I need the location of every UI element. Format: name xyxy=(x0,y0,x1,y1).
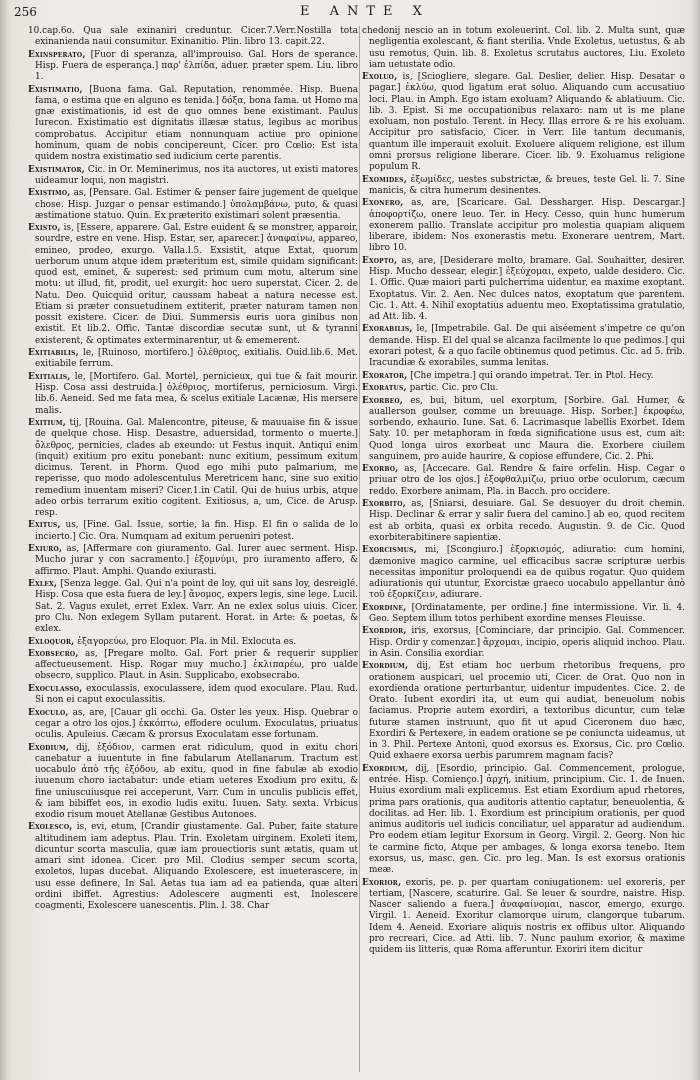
dictionary-entry xyxy=(362,764,685,877)
entry-text: tij, [Rouina. Gal. Malencontre, piteuse, & mauuaise fin & issue de quelque chose. Hisp. Desastre, aduersidad, tormento o muerte.] ὄλεθρος, pernicies, clades ab exeundo: ut Festus inquit. Antiqui enim (inquit) exitium pro exitu ponebant: nunc exitium, pessimum exitum dicimus. Terent. in Phorm. Quod ego mihi puto palmarium, me reperisse, quo modo adolescentulus Meretricem hanc, sine suo exitio remedium inuentam miseri? Cicer.1.in Catil. Qui de huius urbis, atque adeo orbis terrarum exitio cogitent. Exitiosus, a, um, Cice. de Arusp. resp. xyxy=(35,418,358,518)
entry-headword: Exordior, xyxy=(362,626,407,637)
entry-text: le, [Ruinoso, mortifero.] ὀλέθριος, exitialis. Ouid.lib.6. Met. exitiabile ferrum. xyxy=(35,348,358,370)
dictionary-entry xyxy=(362,626,685,660)
right-column xyxy=(362,26,685,1074)
entry-text: Cic. in Or. Meminerimus, nos ita auctores, ut existi matores uideamur loqui, non magistri. xyxy=(35,164,358,186)
dictionary-entry xyxy=(28,223,358,347)
entry-headword: Exoculasso, xyxy=(28,683,83,694)
dictionary-entry xyxy=(362,396,685,464)
entry-text: as, [Accecare. Gal. Rendre & faire orfelin. Hisp. Cegar o priuar otro de los ojos.] ἐξοφθαλμίζω, priuo orbe oculorum, cæcum reddo. Exorbere animam, Pla. in Bacch. pro occidere. xyxy=(369,464,685,497)
dictionary-entry xyxy=(28,743,358,822)
dictionary-entry xyxy=(28,85,358,164)
entry-text: iris, exorsus, [Cominciare, dar principio. Gal. Commencer. Hisp. Ordir y comenzar.] ἄρχομαι, incipio, operis aliquid inchoo. Plau. in Asin. Consilia exordiar. xyxy=(369,626,685,659)
dictionary-entry xyxy=(28,372,358,417)
dictionary-entry xyxy=(362,878,685,957)
entry-text: ἐξαγορεύω, pro Eloquor. Pla. in Mil. Exlocuta es. xyxy=(77,636,297,647)
dictionary-entry xyxy=(362,661,685,762)
entry-text: us, [Fine. Gal. Issue, sortie, la fin. Hisp. El fin o salida de lo incierto.] Cic. Ora. Numquam ad exitum perueniri potest. xyxy=(35,520,358,542)
dictionary-entry xyxy=(28,579,358,635)
entry-text: dij, Est etiam hoc uerbum rhetoribus frequens, pro orationem auspicari, uel procemio uti, Cicer. de Orat. Quo non in exordienda oratione perturbantur, uidentur impudentes. Cice. 2. de Orato. Iubent exordiri ita, ut eum qui audiat, beneuolum nobis faciamus. Proprie autem exordiri, a textoribus dicuntur, cum telæ futuræ stamen instruunt, quo fit ut apud Ciceronem duo hæc, Exordiri & Pertexere, in eadem oratione se pe coniuncta uideamus, ut in 3. Phil. Pertexe Antoni, quod exorsus es. Exorsus, Cic. pro Cœlio. Quid exhaere exorsa uerbis parumrem magnam facis? xyxy=(369,661,685,762)
entry-headword: Exlex, xyxy=(28,579,58,590)
running-head: E ANTE X xyxy=(300,4,430,19)
dictionary-entry xyxy=(28,418,358,519)
dictionary-entry xyxy=(362,198,685,254)
entry-text: chedonij nescio an in totum exoleuerint. Col. lib. 2. Multa sunt, quæ negligentia exolescant, & fiant sterilia. Vnde Exoletus, uetustus, & ab usu remotus, Quin. lib. 8. Exoletus scrutatus auctores, Liu. Exoleto iam uetustate odio. xyxy=(362,26,685,70)
entry-headword: Exonero, xyxy=(362,198,404,209)
page-fold-shadow-left xyxy=(0,0,10,1080)
entry-text: [Che impetra.] qui orando impetrat. Ter. in Ptol. Hecy. xyxy=(410,370,654,381)
entry-headword: Existo, xyxy=(28,223,61,234)
dictionary-entry xyxy=(362,499,685,544)
entry-text: is, evi, etum, [Crandir giustamente. Gal. Puber, faite stature altitudinem iam adeptus. Plau. Trin. Exoletam uirginem. Exoleti item, dicuntur scorta masculia, quæ iam prouectioris sunt ætatis, quam ut amari sint idonea. Cicer. pro Mil. Clodius semper secum scorta, exoletos, lupas ducebat. Aliquando Exolescere, est inueterascere, in usu esse definere, In Sal. Aetas tua iam ad ea patienda, quæ alteri ordini ibiffet. Agrestius: Adolescere augmenti est, Inolescere coagmenti, Exolescere uanescentis. Plin. l. 38. Char xyxy=(35,822,358,912)
dictionary-entry xyxy=(362,464,685,498)
entry-text: [Buona fama. Gal. Reputation, renommée. Hisp. Buena fama, o estima que en alguno es tenida.] δόξα, bona fama. ut Homo ma gnæ existimationis, id est de quo omnes bene existimant. Paulus Iurecon. Existimatio est dignitatis illæsæ status, legibus ac moribus comprobatus. Accipitur etiam nonnunquam actiue pro opinione hominum, quam de nobis concipereunt, Cicer. pro Cœlio: Est ista quidem nostra existimatio sed iudicium certe parentis. xyxy=(35,84,358,163)
entry-headword: Exoculo, xyxy=(28,707,69,718)
left-column xyxy=(28,26,358,1074)
dictionary-entry xyxy=(28,165,358,188)
dictionary-entry xyxy=(28,520,358,543)
entry-headword: Exitiabilis, xyxy=(28,348,79,359)
entry-text: exoris, pe. p. per quartam coniugationem: uel exoreris, per tertiam, [Nascere, scaturire. Gal. Se leuer & sourdre, naistre. Hisp. Nascer saliendo a fuera.] ἀναφαίνομαι, nascor, emergo, exurgo. Virgil. 1. Aeneid. Exoritur clamorque uirum, clangorque tubarum. Idem 4. Aeneid. Exoriare aliquis nostris ex offibus ultor. Aliquando pro recreari, Cice. ad Atti. lib. 7. Nunc paulum exorior, & maxime quidem iis litteris, quæ Roma afferuntur. Exoriri item dicitur xyxy=(369,877,685,955)
dictionary-entry xyxy=(28,637,358,648)
entry-text: dij, ἐξόδιον, carmen erat ridiculum, quod in exitu chori canebatur a iuuentute in fine fabularum Atellanarum. Tractum est uocabulo ἀπὸ τῆς ἐξόδου, ab exitu, quod in fine fabulæ ab exodio iuuenum choro iactabatur: unde etiam ueteres Exodium pro exitu, & fine uniuscuiusque rei acceperunt, Varr. Cum in unculis publicis effet, & iam bibiffet eos, in exodio ludis exitu. Iuuen. Saty. sexta. Vrbicus exodio risum mouet Atellanæ Gestibus Autonoes. xyxy=(35,742,358,820)
entry-headword: Exorator, xyxy=(362,370,408,381)
entry-text: ἐξωμίδες, uestes substrictæ, & breues, teste Gel. li. 7. Sine manicis, & citra humerum desinentes. xyxy=(369,174,685,196)
entry-headword: Exoluo, xyxy=(362,72,398,83)
entry-headword: Exomides, xyxy=(362,174,407,185)
page-header xyxy=(0,4,700,22)
dictionary-entry xyxy=(362,175,685,198)
entry-headword: Exiuro, xyxy=(28,544,63,555)
entry-text: exoculassis, exoculassere, idem quod exoculare. Plau. Rud. Si non ei caput exoculassitis. xyxy=(35,683,358,706)
entry-text: mi, [Scongiuro.] ἐξορκισμός, adiuratio: cum homini, dæmonive magico carmine, uel efficacibus sacræ scripturæ uerbis necessitas imponitur proloquendi ea de quibus rogatur. Quo quidem adiurationis qui utuntur, Exorcistæ graeco uocabulo appellantur ἀπὸ τοῦ ἐξορκίζειν, adiurare. xyxy=(369,545,685,601)
entry-headword: Existimatio, xyxy=(28,84,83,95)
entry-text: [Ordinatamente, per ordine.] fine intermissione. Vir. li. 4. Geo. Septem illum totos perhibent exordine menses Fleuisse. xyxy=(369,602,685,624)
entry-headword: Exorbeo, xyxy=(362,395,404,406)
dictionary-entry xyxy=(28,649,358,683)
entry-headword: Exloquor, xyxy=(28,636,75,647)
entry-headword: Exinsperato, xyxy=(28,49,86,60)
entry-headword: Exordine, xyxy=(362,602,407,613)
entry-headword: Existimo, xyxy=(28,188,71,199)
entry-headword: Exodium, xyxy=(28,742,70,753)
dictionary-entry xyxy=(28,50,358,84)
entry-text: es, bui, bitum, uel exorptum, [Sorbire. Gal. Humer, & auallerson goulser, comme un breuuage. Hisp. Sorber.] ἐκροφέω, sorbendo, exhaurio. Iune. Sat. 6. Lacrimasque labellis Exorbet. Idem Saty. 10. per metaphoram in fœda significatione usus est, cum ait: Quod longa uiros exorbeat unc Maura die. Exorbere ciuilem sanguinem, pro auide haurire, & copiose effundere, Cic. 2. Phi. xyxy=(369,395,685,462)
dictionary-entry xyxy=(362,324,685,369)
entry-text: as, [Affermare con giuramento. Gal. Iurer auec serment. Hisp. Mucho jurar y con sacramento.] ἐξομνύμι, pro iuramento affero, & affirmo. Plaut. Amphi. Quando exiurasti. xyxy=(35,544,358,577)
entry-headword: Exorior, xyxy=(362,877,402,888)
dictionary-entry xyxy=(28,684,358,707)
entry-headword: Exordium, xyxy=(362,763,409,774)
dictionary-entry xyxy=(362,383,685,394)
entry-text: le, [Impetrabile. Gal. De qui aiséement s'impetre ce qu'on demande. Hisp. El del qual se alcanza facilmente lo que pedimos.] qui exorari potest, & a quo facile obtinemus quod petimus. Cic. ad 5. frib. Iracundiæ & exorabiles, summa lenitas. xyxy=(369,324,685,369)
column-divider xyxy=(359,26,360,1072)
dictionary-entry xyxy=(362,72,685,173)
dictionary-entry xyxy=(362,26,685,71)
entry-text: le, [Mortifero. Gal. Mortel, pernicieux, qui tue & fait mourir. Hisp. Cosa assi destruida.] ὀλέθριος, mortiferus, perniciosum. Virgi. lib.6. Aeneid. Sed me fata mea, & scelus exitiale Lacænæ, His mersere malis. xyxy=(35,371,358,416)
dictionary-entry xyxy=(362,603,685,626)
entry-text: [Fuor di speranza, all'improuiso. Gal. Hors de sperance. Hisp. Fuera de esperança.] παρ' ἐλπίδα, aduer. præter spem. Liu. libro 1. xyxy=(35,49,358,83)
entry-text: as, are, [Cauar gli occhi. Ga. Oster les yeux. Hisp. Quebrar o cegar a otro los ojos.] ἐκκόπτω, effodere oculum. Exoculatus, priuatus oculis. Apuleius. Cæcam & prorsus Exoculatam esse fortunam. xyxy=(35,707,358,741)
dictionary-entry xyxy=(28,348,358,371)
entry-headword: Exobsecro, xyxy=(28,648,79,659)
entry-text: partic. Cic. pro Clu. xyxy=(409,383,499,394)
entry-text: as, [Pensare. Gal. Estimer & penser faire jugement de quelque chose. Hisp. Juzgar o pensar estimando.] ὑπολαμβάνω, puto, & quasi æstimatione statuo. Quin. Ex præterito existimari solent præsentia. xyxy=(35,188,358,221)
page-number: 256 xyxy=(14,5,37,19)
entry-headword: Existimator, xyxy=(28,164,85,175)
dictionary-entry xyxy=(28,188,358,222)
dictionary-entry xyxy=(28,708,358,742)
entry-text: dij, [Esordio, principio. Gal. Commencement, prologue, entrée. Hisp. Comienço.] ἀρχή, initium, principium. Cic. 1. de Inuen. Huius exordium mali explicemus. Est etiam Exordium apud rhetores, prima pars orationis, qua auditoris attentio captatur, beneuolentia, & docilitas. ad Her. lib. 1. Exordium est principium orationis, per quod animus auditoris uel iudicis conciliatur, uel apparatur ad audiendum. Pro eodem etiam legitur Exorsum in Georg. Virgil. 2. Georg. Non hic te carmine ficto, Atque per ambages, & longa exorsa tenebo. Item exorsus, us, masc. gen. Cic. pro leg. Man. Is est exorsus orationis meæ. xyxy=(369,763,685,876)
entry-text: is, [Essere, apparere. Gal. Estre euident & se monstrer, apparoir, sourdre, estre en vene. Hisp. Estar, ser, aparecer.] ἀναφαίνω, appareo, emineo, prodeo, exurgo. Valla.l.5. Exsistit, atque Extat, quorum uerborum unum atque idem præteritum est, simile quidam significant: quod est, eminet, & superest: sed primum cum motu, alterum sine motu: ut illud, fit, prodit, uel exurgit: hoc uero superstat. Cicer. 2. de Natu. Deo. Quicquid oritur, caussam habeat a natura necesse est. Etiam si præter consuetudinem extiterit, præter naturam tamen non possit existere. Cicer. de Diui. Summersis euris uora ginibus non existit. Et lib.2. Offic. Tantæ discordiæ secutæ sunt, ut & tyranni existerent, & optimates exterminarentur, ut & ememerent. xyxy=(35,223,358,346)
entry-headword: Exopto, xyxy=(362,255,398,266)
dictionary-entry xyxy=(362,256,685,324)
entry-text: as, [Sniarsi, desuiare. Gal. Se desuoyer du droit chemin. Hisp. Declinar & errar y salir fuera del camino.] ab eo, quod recitem est ab orbita, quasi ex orbita recedo. Augustin. 9. de Cic. Quod exorbiterabitinere sapientiæ. xyxy=(369,499,685,543)
entry-text: 10.cap.6o. Qua sale exinaniri creduntur. Cicer.7.Verr.Nostilla tota exinanienda naui consumitur. Exinanitio. Plin. libro 13. capit.22. xyxy=(28,26,358,48)
entry-headword: Exoratus, xyxy=(362,383,407,394)
entry-headword: Exitium, xyxy=(28,418,67,428)
entry-headword: Exorbo, xyxy=(362,464,399,475)
dictionary-entry xyxy=(362,545,685,601)
page-fold-shadow-right xyxy=(690,0,700,1080)
entry-headword: Exorabilis, xyxy=(362,324,413,335)
entry-text: as, [Pregare molto. Gal. Fort prier & requerir supplier affectueusement. Hisp. Rogar muy mucho.] ἐκλιπαρέω, pro ualde obsecro, supplico. Plaut. in Asin. Supplicabo, exobsecrabo. xyxy=(35,648,358,682)
entry-text: [Senza legge. Gal. Qui n'a point de loy, qui uit sans loy, desreiglé. Hisp. Cosa que esta fuera de ley.] ἄνομος, expers legis, sine lege. Lucil. Sat. 2. Vagus exulet, erret Exlex. Varr. An ne exlex solus uiuis. Cicer. pro Clu. Non exlegem Syllam putarent. Horat. in Arte: & poetas, & exlex. xyxy=(35,579,358,635)
entry-headword: Exordium, xyxy=(362,661,409,672)
entry-text: is, [Sciogliere, slegare. Gal. Deslier, delier. Hisp. Desatar o pagar.] ἐκλύω, quod ligatum erat soluo. Aliquando cum accusatiuo loci. Plau. in Amph. Ego istam exoluam? Aliquando & ablatiuum. Cic. lib. 3. Epist. Si me occupationibus relaxaro: nam ut is me plane exoluam, non postulo. Terent. in Hecy. Illas errore & re his exoluam. Accipitur pro satisfacio, Cicer. in Verr. Iile tantum decumanis, quantum ille imperauit exoluit. Exoluere aliquem religione, est illum omni prorsus religione liberare. Cicer. lib. 9. Exoluamus religione populum R. xyxy=(369,72,685,173)
entry-text: as, are, [Scaricare. Gal. Dessharger. Hisp. Descargar.] ἀποφορτίζω, onere leuo. Ter. in Hecy. Cesso, quin hunc humerum exonerem pallio. Translate accipitur pro molestia quapiam aliquem liberare, ibidem: Nos exonerastis metu. Exonerare uentrem, Mart. libro 10. xyxy=(369,198,685,254)
dictionary-entry xyxy=(28,26,358,49)
dictionary-entry xyxy=(362,371,685,382)
entry-text: as, are, [Desiderare molto, bramare. Gal. Souhaitter, desirer. Hisp. Mucho dessear, elegir.] ἐξεύχομαι, expeto, ualde desidero. Cic. 1. Offic. Quæ maiori parti pulcherrima uidentur, ea maxime exoptant. Exoptatus. Vir. 2. Aen. Nec dulces natos, exoptatum que parentem. Cic. 1. Att. 4. Nihil exoptatius aduentu meo. Exoptatissima gratulatio, ad Att. lib. 4. xyxy=(369,255,685,322)
entry-headword: Exitialis, xyxy=(28,371,71,382)
entry-headword: Exolesco, xyxy=(28,822,73,833)
entry-headword: Exorbito, xyxy=(362,499,406,510)
entry-headword: Exorcismus, xyxy=(362,545,417,556)
dictionary-entry xyxy=(28,822,358,912)
entry-headword: Exitus, xyxy=(28,520,61,531)
dictionary-entry xyxy=(28,544,358,578)
